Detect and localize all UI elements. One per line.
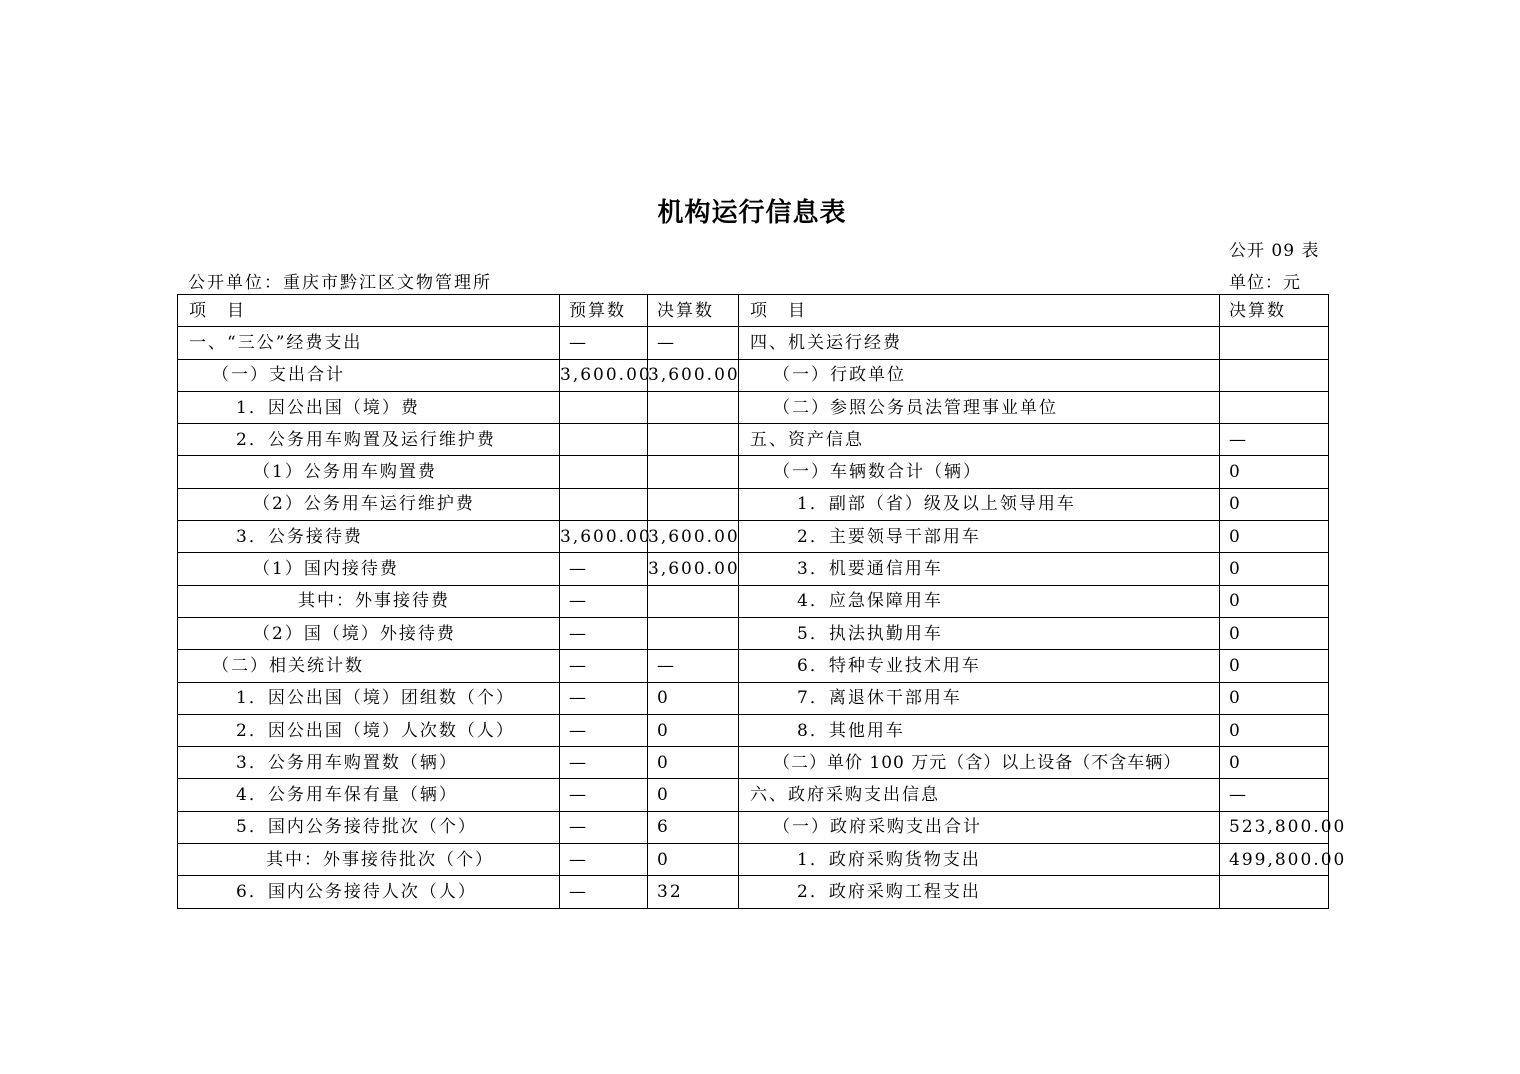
row-final-right	[1220, 391, 1329, 423]
row-final-right: 0	[1220, 521, 1329, 553]
row-final: 6	[648, 811, 739, 843]
row-final-right: 0	[1220, 553, 1329, 585]
row-item-left: （二）相关统计数	[178, 650, 560, 682]
row-budget: —	[560, 779, 648, 811]
row-final-right	[1220, 359, 1329, 391]
row-final-right: —	[1220, 424, 1329, 456]
row-budget: —	[560, 682, 648, 714]
row-budget: 3,600.00	[560, 521, 648, 553]
row-final-right: 0	[1220, 488, 1329, 520]
row-item-left: 6．国内公务接待人次（人）	[178, 876, 560, 908]
row-final-right: 0	[1220, 585, 1329, 617]
table-row	[178, 359, 1329, 391]
row-budget	[560, 391, 648, 423]
row-budget: —	[560, 844, 648, 876]
row-final-right: 0	[1220, 682, 1329, 714]
row-budget: —	[560, 617, 648, 649]
row-item-right: 五、资产信息	[739, 424, 1220, 456]
row-item-right: 4．应急保障用车	[739, 585, 1220, 617]
row-item-right: 1．政府采购货物支出	[739, 844, 1220, 876]
row-final: 3,600.00	[648, 359, 739, 391]
row-item-left: （1）公务用车购置费	[178, 456, 560, 488]
row-final-right	[1220, 327, 1329, 359]
form-number: 公开 09 表	[1229, 241, 1320, 261]
row-budget: 3,600.00	[560, 359, 648, 391]
row-budget: —	[560, 714, 648, 746]
table-row	[178, 747, 1329, 779]
table-header-row	[178, 295, 1329, 327]
row-budget	[560, 488, 648, 520]
table-row	[178, 521, 1329, 553]
row-final-right: 0	[1220, 747, 1329, 779]
row-item-left: 2．公务用车购置及运行维护费	[178, 424, 560, 456]
header-item-left: 项 目	[178, 295, 560, 327]
row-item-left: 1．因公出国（境）团组数（个）	[178, 682, 560, 714]
table-row	[178, 811, 1329, 843]
row-item-right: 8．其他用车	[739, 714, 1220, 746]
row-item-left: 5．国内公务接待批次（个）	[178, 811, 560, 843]
row-item-left: 2．因公出国（境）人次数（人）	[178, 714, 560, 746]
row-final	[648, 585, 739, 617]
row-budget: —	[560, 553, 648, 585]
row-item-left: 3．公务用车购置数（辆）	[178, 747, 560, 779]
table-row	[178, 585, 1329, 617]
table-row	[178, 424, 1329, 456]
row-item-left: 4．公务用车保有量（辆）	[178, 779, 560, 811]
row-final-right: —	[1220, 779, 1329, 811]
row-item-right: （一）车辆数合计（辆）	[739, 456, 1220, 488]
row-final: 0	[648, 779, 739, 811]
header-final-right: 决算数	[1220, 295, 1329, 327]
row-item-left: （2）公务用车运行维护费	[178, 488, 560, 520]
table-row	[178, 553, 1329, 585]
row-final	[648, 456, 739, 488]
row-item-right: 四、机关运行经费	[739, 327, 1220, 359]
row-item-right: 7．离退休干部用车	[739, 682, 1220, 714]
row-item-left: 其中：外事接待批次（个）	[178, 844, 560, 876]
row-budget: —	[560, 811, 648, 843]
page-title: 机构运行信息表	[657, 198, 847, 228]
row-item-right: （一）政府采购支出合计	[739, 811, 1220, 843]
row-final: 0	[648, 747, 739, 779]
table-row	[178, 488, 1329, 520]
row-item-left: 3．公务接待费	[178, 521, 560, 553]
row-final: 3,600.00	[648, 521, 739, 553]
row-budget: —	[560, 585, 648, 617]
row-final	[648, 391, 739, 423]
row-item-right: （一）行政单位	[739, 359, 1220, 391]
header-item-right: 项 目	[739, 295, 1220, 327]
currency-unit: 单位：元	[1229, 273, 1301, 293]
row-item-left: （1）国内接待费	[178, 553, 560, 585]
row-budget	[560, 424, 648, 456]
row-budget: —	[560, 876, 648, 908]
table-row	[178, 456, 1329, 488]
row-item-right: （二）参照公务员法管理事业单位	[739, 391, 1220, 423]
row-final	[648, 617, 739, 649]
row-final	[648, 424, 739, 456]
row-final-right: 0	[1220, 617, 1329, 649]
row-final-right: 523,800.00	[1220, 811, 1329, 843]
row-final: —	[648, 327, 739, 359]
row-item-left: （2）国（境）外接待费	[178, 617, 560, 649]
row-item-right: 2．政府采购工程支出	[739, 876, 1220, 908]
row-final-right: 499,800.00	[1220, 844, 1329, 876]
row-item-left: （一）支出合计	[178, 359, 560, 391]
row-final-right: 0	[1220, 650, 1329, 682]
table-row	[178, 876, 1329, 908]
header-final-left: 决算数	[648, 295, 739, 327]
row-item-right: 1．副部（省）级及以上领导用车	[739, 488, 1220, 520]
row-final: 0	[648, 844, 739, 876]
row-item-right: （二）单价 100 万元（含）以上设备（不含车辆）	[739, 747, 1220, 779]
row-final: —	[648, 650, 739, 682]
reporting-unit: 公开单位：重庆市黔江区文物管理所	[188, 273, 492, 293]
row-item-right: 六、政府采购支出信息	[739, 779, 1220, 811]
row-final: 0	[648, 714, 739, 746]
row-final-right: 0	[1220, 714, 1329, 746]
table-row	[178, 682, 1329, 714]
row-budget: —	[560, 327, 648, 359]
row-final: 3,600.00	[648, 553, 739, 585]
table-row	[178, 617, 1329, 649]
row-final: 32	[648, 876, 739, 908]
table-row	[178, 391, 1329, 423]
row-final	[648, 488, 739, 520]
row-budget: —	[560, 650, 648, 682]
row-item-left: 一、“三公”经费支出	[178, 327, 560, 359]
table-row	[178, 779, 1329, 811]
table-row	[178, 844, 1329, 876]
row-final-right: 0	[1220, 456, 1329, 488]
row-item-right: 5．执法执勤用车	[739, 617, 1220, 649]
header-budget: 预算数	[560, 295, 648, 327]
row-item-right: 6．特种专业技术用车	[739, 650, 1220, 682]
row-final: 0	[648, 682, 739, 714]
operations-info-table	[177, 294, 1347, 909]
table-row	[178, 327, 1329, 359]
table-row	[178, 650, 1329, 682]
row-item-left: 1．因公出国（境）费	[178, 391, 560, 423]
row-final-right	[1220, 876, 1329, 908]
row-item-right: 2．主要领导干部用车	[739, 521, 1220, 553]
table-row	[178, 714, 1329, 746]
row-item-left: 其中：外事接待费	[178, 585, 560, 617]
row-budget: —	[560, 747, 648, 779]
row-item-right: 3．机要通信用车	[739, 553, 1220, 585]
row-budget	[560, 456, 648, 488]
